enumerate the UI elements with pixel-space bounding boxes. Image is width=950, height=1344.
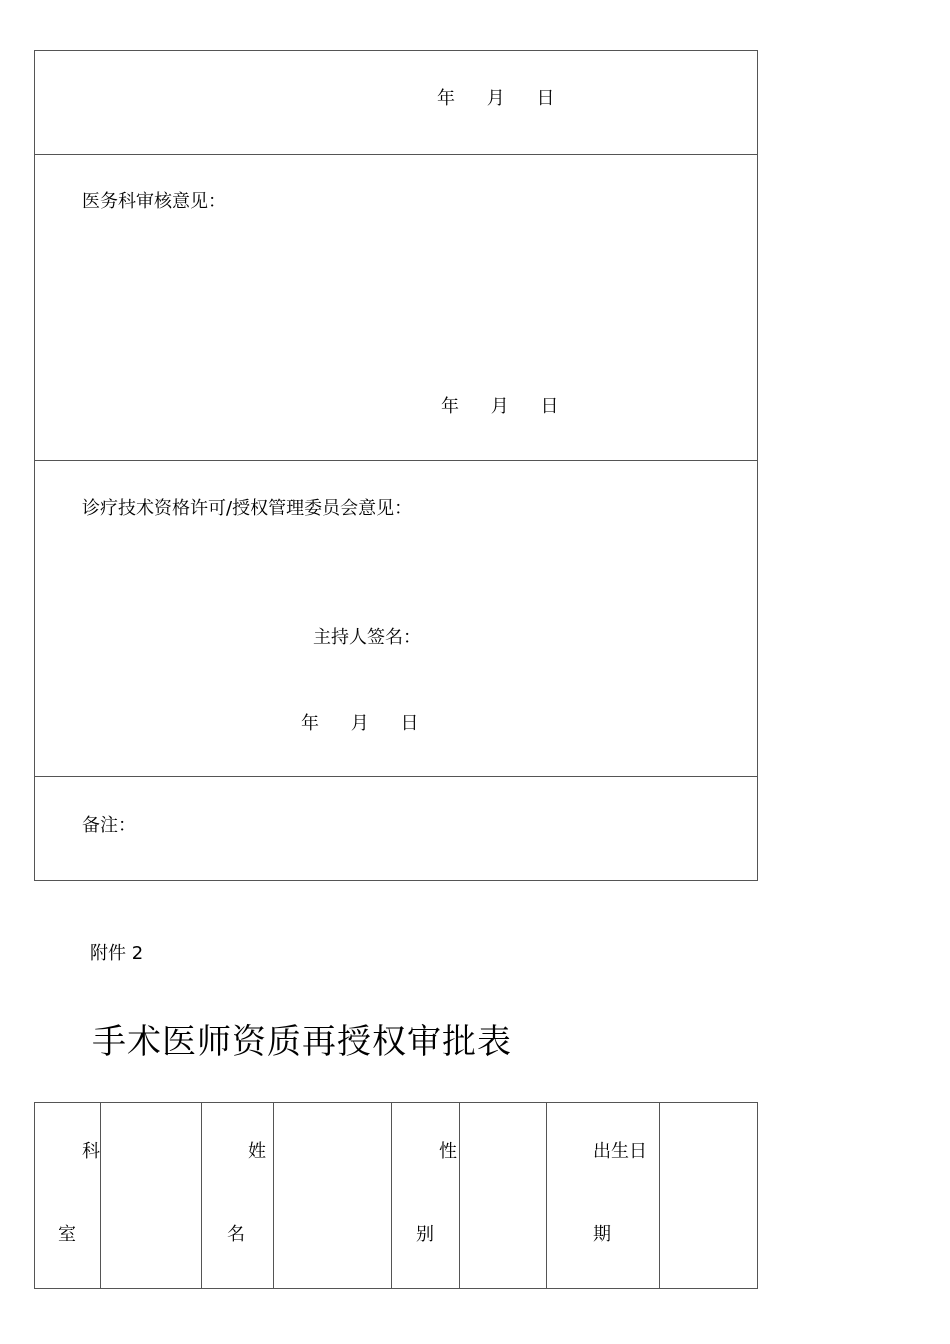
section2-date	[441, 392, 558, 418]
date-month: 月	[350, 713, 369, 734]
dept-label-bottom: 室	[58, 1224, 76, 1245]
gender-label-bottom: 别	[416, 1224, 434, 1245]
approval-section-1	[34, 50, 758, 155]
committee-opinion-label: 诊疗技术资格许可/授权管理委员会意见：	[82, 498, 413, 519]
date-year: 年	[441, 396, 459, 417]
name-value-cell[interactable]	[274, 1103, 391, 1288]
name-label-bottom: 名	[227, 1224, 245, 1245]
section3-date	[301, 709, 418, 735]
date-month: 月	[490, 396, 509, 417]
remarks-label: 备注：	[82, 815, 136, 836]
page-title: 手术医师资质再授权审批表	[92, 1022, 512, 1062]
attachment-label: 附件 2	[90, 943, 144, 964]
date-day: 日	[536, 88, 555, 109]
table-divider	[546, 1102, 547, 1289]
section1-date	[437, 84, 554, 110]
gender-value-cell[interactable]	[460, 1103, 546, 1288]
date-day: 日	[400, 713, 419, 734]
birthdate-label-top: 出生日	[593, 1141, 647, 1162]
date-year: 年	[437, 88, 455, 109]
birthdate-label-bottom: 期	[593, 1224, 611, 1245]
date-day: 日	[540, 396, 559, 417]
date-month: 月	[486, 88, 505, 109]
host-signature-label: 主持人签名：	[313, 627, 421, 648]
dept-label-top: 科	[82, 1141, 100, 1162]
birthdate-value-cell[interactable]	[660, 1103, 757, 1288]
gender-label-top: 性	[439, 1141, 457, 1162]
table-divider	[391, 1102, 392, 1289]
dept-value-cell[interactable]	[101, 1103, 201, 1288]
name-label-top: 姓	[248, 1141, 266, 1162]
date-year: 年	[301, 713, 319, 734]
table-divider	[201, 1102, 202, 1289]
medical-dept-opinion-label: 医务科审核意见：	[82, 191, 226, 212]
approval-section-4	[34, 776, 758, 881]
